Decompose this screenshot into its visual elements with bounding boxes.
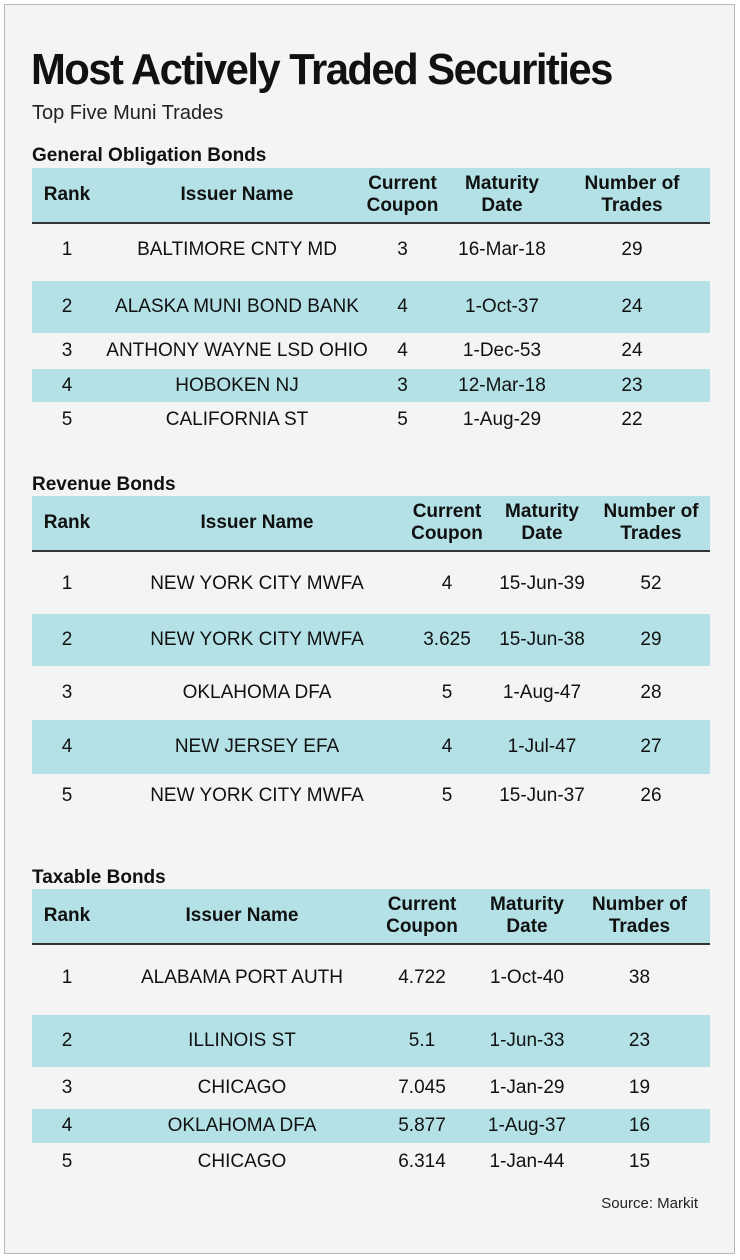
cell-maturity: 1-Aug-29 [462, 409, 542, 430]
cell-trades: 15 [628, 1151, 651, 1172]
cell-coupon: 5.877 [398, 1115, 446, 1136]
header-maturity-date: Maturity Date [490, 894, 564, 937]
section-title-general-obligation: General Obligation Bonds [32, 145, 267, 166]
cell-maturity: 1-Dec-53 [462, 340, 542, 361]
table-row [32, 369, 710, 402]
cell-issuer: ANTHONY WAYNE LSD OHIO [106, 340, 368, 361]
cell-issuer: ALABAMA PORT AUTH [140, 967, 344, 988]
table-revenue [32, 496, 710, 818]
cell-coupon: 5.1 [408, 1030, 436, 1051]
cell-maturity: 1-Aug-37 [487, 1115, 567, 1136]
cell-issuer: NEW YORK CITY MWFA [150, 573, 364, 594]
cell-trades: 23 [628, 1030, 651, 1051]
cell-rank: 2 [61, 629, 73, 650]
header-issuer-name: Issuer Name [200, 512, 314, 533]
cell-coupon: 4 [441, 573, 453, 594]
section-title-revenue: Revenue Bonds [32, 474, 176, 495]
cell-rank: 3 [61, 1077, 73, 1098]
table-row [32, 402, 710, 438]
table-row [32, 720, 710, 774]
cell-trades: 27 [640, 736, 662, 757]
cell-coupon: 4 [397, 296, 408, 317]
table-row [32, 333, 710, 369]
infographic-frame [4, 4, 735, 1254]
page-title: Most Actively Traded Securities [31, 45, 612, 94]
cell-maturity: 12-Mar-18 [458, 374, 546, 396]
cell-coupon: 3.625 [423, 629, 471, 650]
header-current-coupon: Current Coupon [386, 894, 458, 937]
header-issuer-name: Issuer Name [180, 184, 294, 205]
table-taxable [32, 889, 710, 1181]
cell-trades: 29 [640, 629, 662, 650]
source-note: Source: Markit [601, 1195, 698, 1212]
cell-trades: 52 [640, 573, 662, 594]
cell-maturity: 1-Jun-33 [489, 1030, 565, 1051]
cell-maturity: 1-Jul-47 [507, 736, 577, 757]
cell-maturity: 15-Jun-39 [499, 573, 585, 594]
cell-rank: 3 [61, 340, 73, 361]
cell-rank: 5 [61, 409, 73, 430]
table-row [32, 226, 710, 274]
cell-issuer: BALTIMORE CNTY MD [137, 239, 337, 260]
table-row [32, 1109, 710, 1143]
cell-trades: 26 [640, 785, 662, 806]
cell-trades: 24 [621, 340, 643, 361]
cell-rank: 3 [61, 682, 73, 703]
header-issuer-name: Issuer Name [185, 905, 299, 926]
cell-coupon: 4 [397, 340, 408, 361]
section-title-taxable: Taxable Bonds [32, 867, 166, 888]
cell-coupon: 4 [441, 736, 453, 757]
table-row [32, 554, 710, 614]
cell-trades: 38 [628, 967, 651, 988]
cell-trades: 29 [621, 239, 643, 260]
table-row [32, 666, 710, 720]
cell-coupon: 6.314 [398, 1151, 446, 1172]
cell-rank: 1 [61, 573, 73, 594]
cell-issuer: NEW JERSEY EFA [174, 736, 340, 757]
cell-issuer: CHICAGO [197, 1077, 287, 1098]
table-row [32, 1015, 710, 1067]
cell-issuer: NEW YORK CITY MWFA [150, 785, 364, 806]
cell-rank: 4 [61, 1115, 73, 1136]
cell-coupon: 5 [441, 682, 453, 703]
cell-issuer: CALIFORNIA ST [165, 409, 309, 430]
cell-issuer: OKLAHOMA DFA [182, 682, 332, 703]
cell-trades: 28 [640, 682, 662, 703]
table-row [32, 281, 710, 333]
header-number-of-trades: Number of Trades [584, 173, 680, 216]
header-maturity-date: Maturity Date [505, 501, 579, 544]
table-header [32, 168, 710, 224]
table-header [32, 889, 710, 945]
cell-maturity: 15-Jun-37 [499, 785, 585, 806]
cell-maturity: 1-Jan-29 [489, 1077, 565, 1098]
cell-rank: 2 [61, 296, 73, 317]
header-current-coupon: Current Coupon [366, 173, 439, 216]
cell-coupon: 7.045 [398, 1077, 446, 1098]
cell-coupon: 4.722 [398, 967, 446, 988]
cell-maturity: 1-Oct-37 [465, 296, 539, 317]
header-rank: Rank [43, 512, 91, 533]
cell-trades: 16 [628, 1115, 651, 1136]
cell-coupon: 3 [397, 374, 408, 396]
cell-issuer: HOBOKEN NJ [175, 374, 299, 396]
cell-issuer: CHICAGO [197, 1151, 287, 1172]
cell-rank: 1 [61, 967, 73, 988]
cell-trades: 23 [621, 374, 643, 396]
cell-trades: 22 [621, 409, 643, 430]
cell-rank: 1 [61, 239, 73, 260]
cell-coupon: 3 [397, 239, 408, 260]
table-row [32, 614, 710, 666]
cell-maturity: 15-Jun-38 [499, 629, 585, 650]
cell-issuer: ALASKA MUNI BOND BANK [115, 296, 359, 317]
table-row [32, 1069, 710, 1107]
cell-maturity: 16-Mar-18 [458, 239, 546, 260]
header-rank: Rank [43, 184, 91, 205]
header-number-of-trades: Number of Trades [603, 501, 699, 544]
cell-issuer: NEW YORK CITY MWFA [150, 629, 364, 650]
cell-rank: 5 [61, 1151, 73, 1172]
cell-coupon: 5 [397, 409, 408, 430]
cell-rank: 5 [61, 785, 73, 806]
cell-issuer: OKLAHOMA DFA [167, 1115, 317, 1136]
cell-maturity: 1-Aug-47 [502, 682, 582, 703]
cell-issuer: ILLINOIS ST [188, 1030, 296, 1051]
header-number-of-trades: Number of Trades [592, 894, 687, 937]
cell-maturity: 1-Oct-40 [490, 967, 564, 988]
cell-trades: 24 [621, 296, 643, 317]
table-row [32, 1143, 710, 1181]
cell-maturity: 1-Jan-44 [489, 1151, 565, 1172]
page-subtitle: Top Five Muni Trades [32, 102, 224, 124]
cell-coupon: 5 [441, 785, 453, 806]
table-row [32, 947, 710, 1009]
table-header [32, 496, 710, 552]
cell-trades: 19 [628, 1077, 651, 1098]
header-current-coupon: Current Coupon [411, 501, 483, 544]
header-rank: Rank [43, 905, 91, 926]
cell-rank: 2 [61, 1030, 73, 1051]
table-row [32, 774, 710, 818]
cell-rank: 4 [61, 374, 73, 396]
cell-rank: 4 [61, 736, 73, 757]
header-maturity-date: Maturity Date [465, 173, 539, 216]
table-general-obligation [32, 168, 710, 438]
